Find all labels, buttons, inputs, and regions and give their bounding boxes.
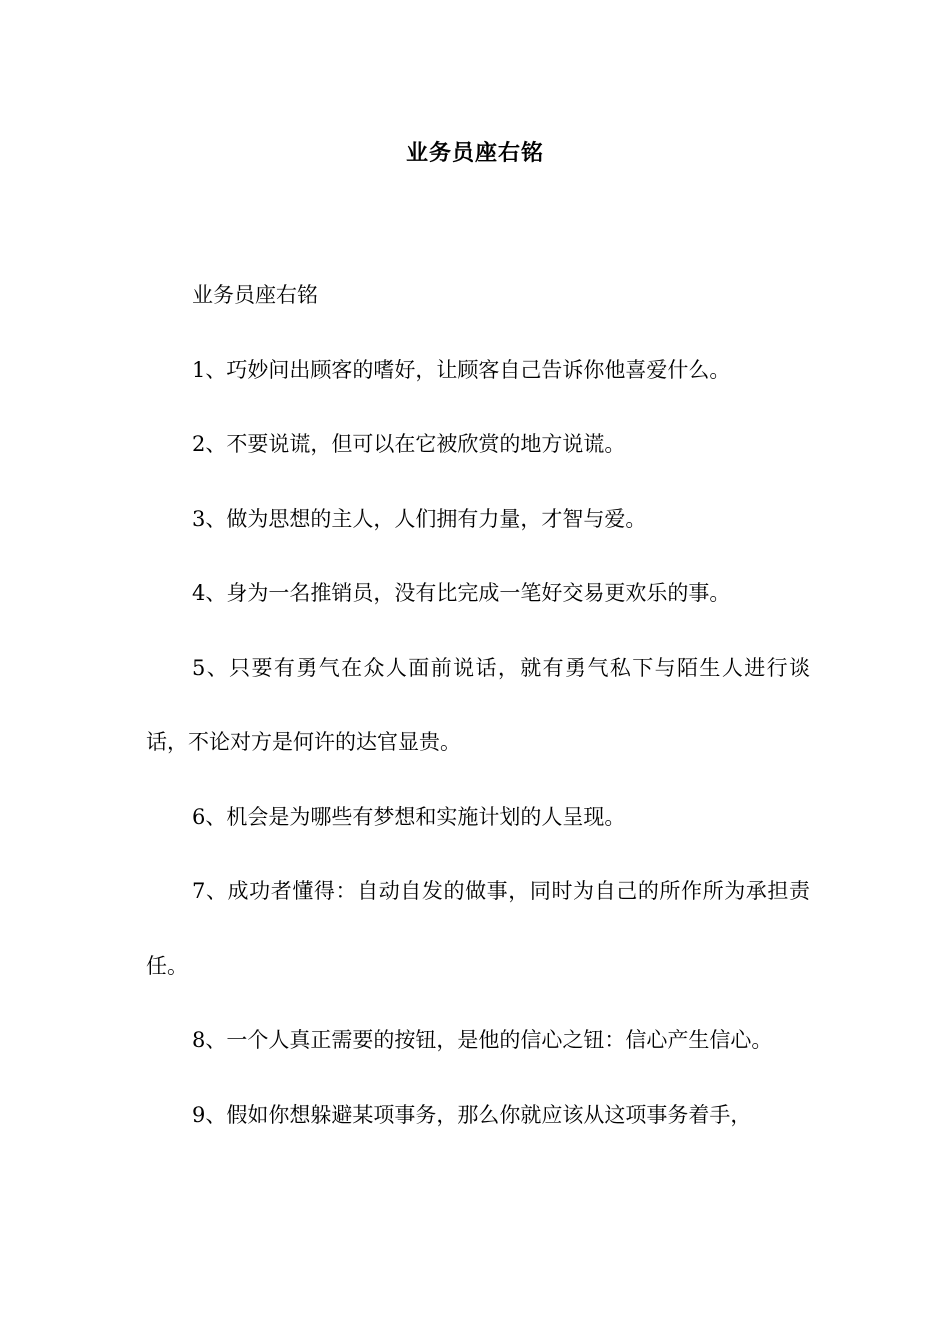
paragraph-item-9: 9、假如你想躲避某项事务，那么你就应该从这项事务着手， — [192, 1102, 752, 1127]
paragraph-item-6: 6、机会是为哪些有梦想和实施计划的人呈现。 — [192, 804, 626, 829]
paragraph-heading: 业务员座右铭 — [192, 283, 318, 307]
paragraph-item-2: 2、不要说谎，但可以在它被欣赏的地方说谎。 — [192, 432, 626, 456]
paragraph-item-5: 5、只要有勇气在众人面前说话，就有勇气私下与陌生人进行谈话，不论对方是何许的达官显贵。 — [146, 655, 810, 754]
paragraph-item-1: 1、巧妙问出顾客的嗜好，让顾客自己告诉你他喜爱什么。 — [192, 357, 731, 382]
document-title: 业务员座右铭 — [405, 140, 544, 166]
paragraph-item-8: 8、一个人真正需要的按钮，是他的信心之钮：信心产生信心。 — [192, 1028, 773, 1052]
paragraph-item-3: 3、做为思想的主人，人们拥有力量，才智与爱。 — [192, 506, 647, 531]
paragraph-item-4: 4、身为一名推销员，没有比完成一笔好交易更欢乐的事。 — [192, 581, 731, 605]
paragraph-item-7: 7、成功者懂得：自动自发的做事，同时为自己的所作所为承担责任。 — [146, 879, 810, 978]
document-body — [146, 258, 810, 1152]
